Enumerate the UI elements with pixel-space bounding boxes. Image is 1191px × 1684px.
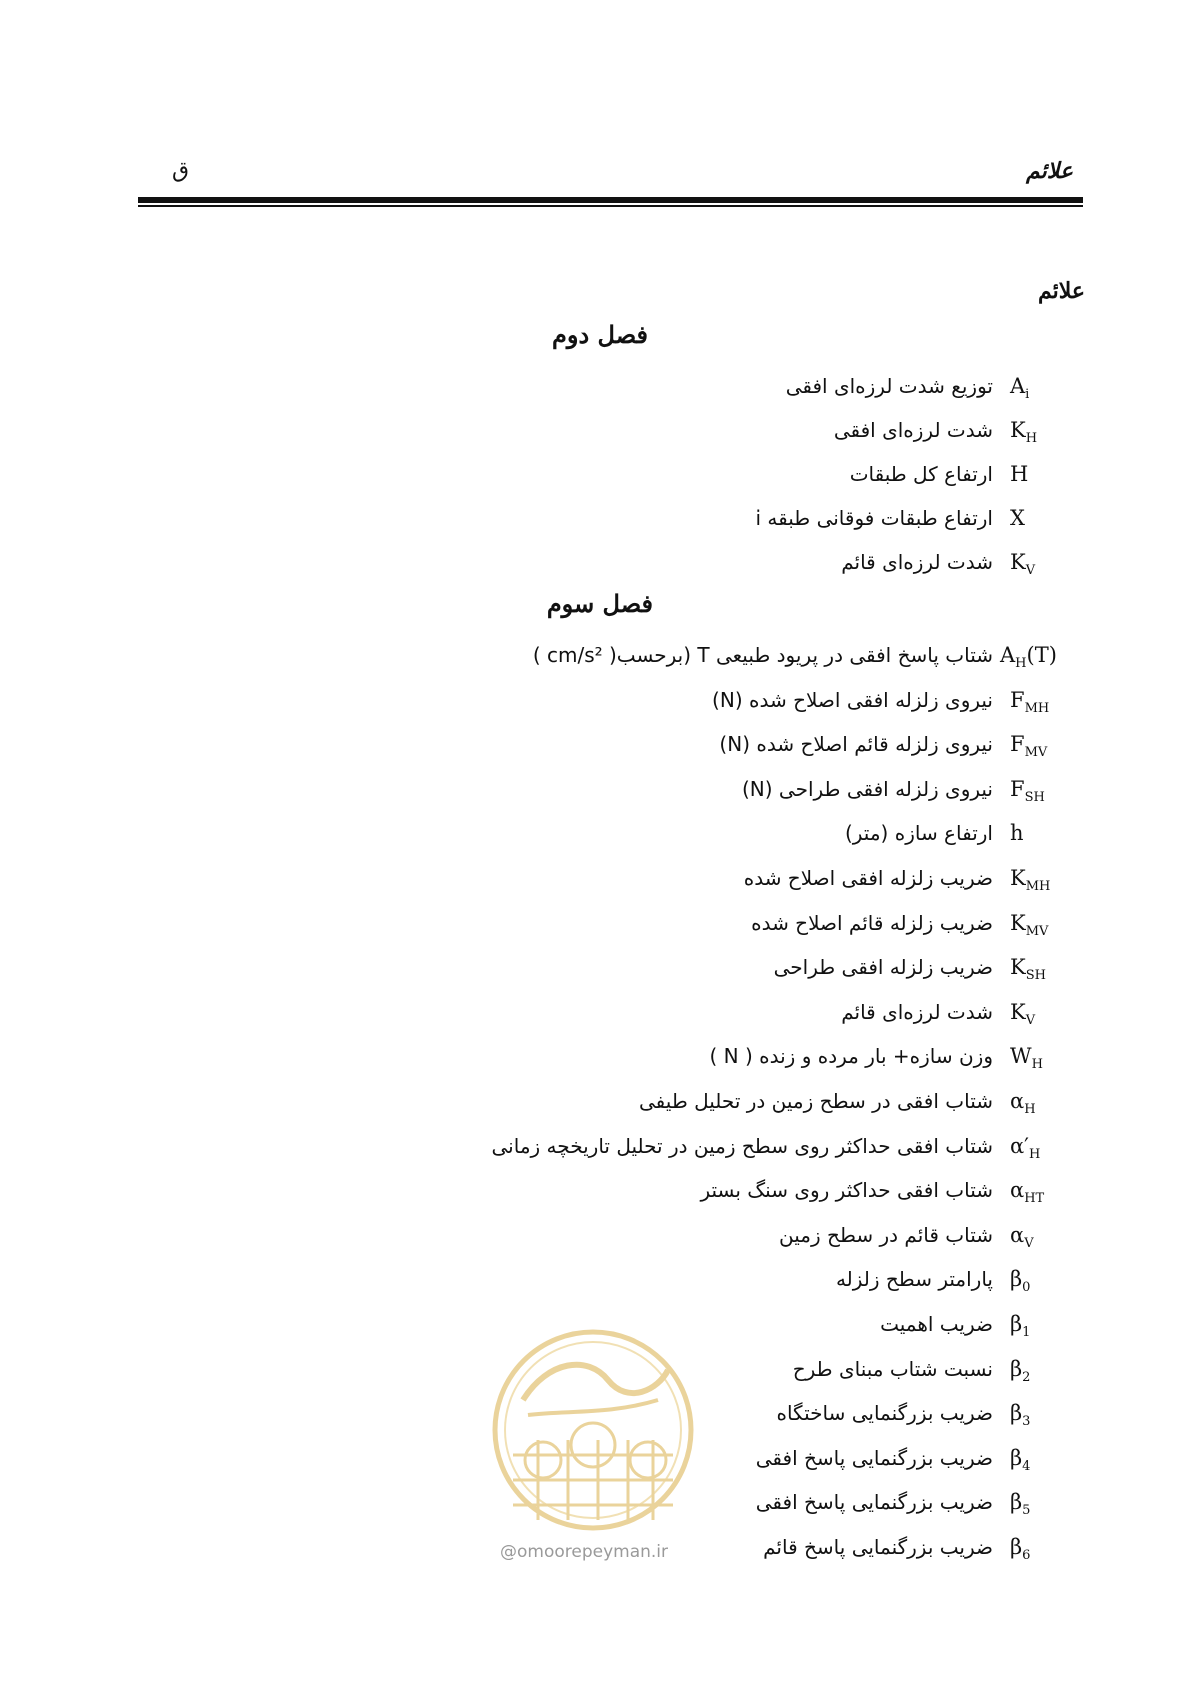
- symbol-main: β: [1010, 1490, 1023, 1515]
- symbol-description: توزیع شدت لرزه‌ای افقی: [785, 374, 993, 398]
- symbol-main: β: [1010, 1356, 1023, 1381]
- symbol-subscript: i: [1025, 387, 1030, 402]
- symbol-main: β: [1010, 1535, 1023, 1559]
- symbol: [1010, 866, 1090, 894]
- symbol-subscript: V: [1025, 563, 1036, 578]
- symbol-row: [0, 1044, 1191, 1084]
- symbol-main: K: [1010, 910, 1026, 935]
- symbol-main: F: [1010, 732, 1025, 757]
- symbol-description: ارتفاع سازه (متر): [844, 821, 993, 846]
- symbol: [1010, 1357, 1090, 1385]
- symbol-description: شدت لرزه‌ای قائم: [841, 999, 993, 1024]
- header-rule-thin: [138, 205, 1083, 207]
- symbol-main: K: [1010, 418, 1026, 442]
- symbol-row: [0, 1000, 1191, 1040]
- symbol-argument: (T): [1026, 643, 1057, 667]
- symbol-main: X: [1010, 506, 1025, 530]
- symbol-row: [0, 732, 1191, 772]
- symbol-main: K: [1010, 955, 1026, 980]
- symbol-subscript: SH: [1024, 789, 1045, 805]
- symbol-row: [0, 643, 1191, 683]
- symbol-subscript: 3: [1022, 1414, 1031, 1430]
- symbol: [1010, 821, 1090, 845]
- symbol-row: [0, 688, 1191, 728]
- symbol: [1010, 1089, 1090, 1117]
- symbol-description: نیروی زلزله افقی اصلاح شده (N): [712, 687, 993, 712]
- page-number: ق: [172, 158, 190, 183]
- symbol-subscript: H: [1031, 1057, 1043, 1073]
- symbol: [1010, 506, 1090, 530]
- symbol-main: H: [1010, 462, 1029, 486]
- symbol-description: شتاب افقی حداکثر روی سنگ بستر: [700, 1178, 993, 1203]
- symbol-description: شتاب پاسخ افقی در پریود طبیعی T (برحسب( cm/s² ): [532, 643, 993, 667]
- symbol-subscript: MH: [1024, 700, 1050, 716]
- symbol: [1010, 462, 1090, 486]
- symbol-description: ضریب زلزله افقی اصلاح شده: [743, 866, 993, 890]
- symbol-row: [0, 911, 1191, 951]
- symbol-subscript: V: [1025, 1012, 1036, 1028]
- symbol: [1010, 688, 1090, 716]
- symbol: [1010, 1134, 1090, 1162]
- symbol-description: ضریب بزرگنمایی ساختگاه: [776, 1401, 993, 1426]
- symbol: [1010, 1178, 1090, 1206]
- symbol-row: [0, 1134, 1191, 1174]
- symbol: [1010, 1490, 1090, 1518]
- symbol: [1010, 418, 1090, 446]
- publisher-logo-watermark: [488, 1320, 698, 1550]
- symbol-main: W: [1010, 1044, 1032, 1069]
- symbol: [1010, 955, 1090, 983]
- symbol-description: ضریب بزرگنمایی پاسخ قائم: [763, 1535, 993, 1559]
- symbol-description: ضریب بزرگنمایی پاسخ افقی: [755, 1490, 993, 1515]
- symbol-row: [0, 1178, 1191, 1218]
- symbol-main: A: [1000, 643, 1016, 667]
- page-title: علائم: [1037, 278, 1085, 304]
- symbol-description: ارتفاع کل طبقات: [849, 462, 993, 486]
- running-title: علائم: [1025, 158, 1073, 184]
- symbol-description: شدت لرزه‌ای افقی: [833, 418, 993, 442]
- symbol-description: نیروی زلزله قائم اصلاح شده (N): [719, 732, 993, 757]
- symbol-subscript: H: [1025, 431, 1038, 446]
- symbol-main: α: [1010, 1089, 1025, 1113]
- section-heading-chapter-2: فصل دوم: [552, 320, 648, 349]
- symbol-description: پارامتر سطح زلزله: [835, 1267, 993, 1292]
- symbol-main: β: [1010, 1267, 1023, 1292]
- symbol-row: [0, 506, 1191, 546]
- symbol-description: ضریب بزرگنمایی پاسخ افقی: [755, 1445, 993, 1470]
- symbol-subscript: 2: [1022, 1369, 1031, 1385]
- symbol-main: α: [1010, 1222, 1025, 1247]
- symbol: [1010, 374, 1090, 402]
- symbol-row: [0, 777, 1191, 817]
- symbol-row: [0, 418, 1191, 458]
- symbol-main: K: [1010, 999, 1026, 1024]
- symbol-subscript: 6: [1022, 1548, 1031, 1563]
- symbol-subscript: V: [1024, 1235, 1034, 1251]
- symbol-subscript: MV: [1024, 745, 1048, 761]
- symbol-subscript: 1: [1022, 1325, 1031, 1340]
- symbol-description: شدت لرزه‌ای قائم: [841, 550, 993, 574]
- symbol-row: [0, 821, 1191, 861]
- symbol-description: شتاب افقی حداکثر روی سطح زمین در تحلیل تاریخچه زمانی: [491, 1133, 993, 1158]
- symbol: [1010, 1000, 1090, 1028]
- symbol-subscript: H: [1024, 1102, 1036, 1117]
- symbol-main: K: [1010, 550, 1026, 574]
- symbol-main: F: [1010, 687, 1025, 712]
- symbol-description: ارتفاع طبقات فوقانی طبقه i: [755, 506, 993, 530]
- symbol-subscript: H: [1015, 656, 1027, 671]
- symbol: [1010, 1223, 1090, 1251]
- symbol: [1000, 643, 1080, 671]
- header-rule-thick: [138, 197, 1083, 203]
- symbol-description: وزن سازه+ بار مرده و زنده ( N ): [709, 1044, 993, 1069]
- symbol: [1010, 777, 1090, 805]
- symbol-description: نسبت شتاب مبنای طرح: [792, 1356, 993, 1381]
- symbol-subscript: SH: [1025, 968, 1046, 984]
- symbol-main: β: [1010, 1401, 1023, 1426]
- symbol-row: [0, 550, 1191, 590]
- symbol-main: α: [1010, 1178, 1025, 1203]
- symbol-subscript: HT: [1024, 1191, 1045, 1207]
- symbol-description: ضریب زلزله قائم اصلاح شده: [751, 910, 993, 935]
- symbol: [1010, 911, 1090, 939]
- symbol-description: شتاب قائم در سطح زمین: [779, 1222, 993, 1247]
- symbol: [1010, 732, 1090, 760]
- symbol-subscript: MV: [1025, 923, 1049, 939]
- symbol-subscript: 0: [1022, 1280, 1031, 1296]
- symbol-subscript: 4: [1022, 1458, 1031, 1474]
- symbol-subscript: 5: [1022, 1503, 1031, 1519]
- symbol: [1010, 1267, 1090, 1295]
- symbol: [1010, 1044, 1090, 1072]
- symbol: [1010, 1401, 1090, 1429]
- symbol-description: ضریب زلزله افقی طراحی: [773, 955, 993, 980]
- symbol-row: [0, 866, 1191, 906]
- symbol: [1010, 1535, 1090, 1563]
- symbol-description: ضریب اهمیت: [880, 1312, 993, 1336]
- symbol: [1010, 1312, 1090, 1340]
- symbol-main: β: [1010, 1445, 1023, 1470]
- symbol-subscript: H: [1028, 1146, 1041, 1162]
- symbol-main: α′: [1010, 1133, 1029, 1158]
- symbol-row: [0, 1089, 1191, 1129]
- symbol-row: [0, 374, 1191, 414]
- symbol-main: β: [1010, 1312, 1023, 1336]
- watermark-site: @omoorepeyman.ir: [500, 1542, 669, 1562]
- symbol: [1010, 550, 1090, 578]
- symbol-row: [0, 462, 1191, 502]
- symbol-subscript: MH: [1025, 879, 1051, 894]
- symbol-main: K: [1010, 866, 1026, 890]
- symbol-main: F: [1010, 776, 1025, 801]
- section-heading-chapter-3: فصل سوم: [546, 589, 653, 618]
- symbol: [1010, 1446, 1090, 1474]
- symbol-description: شتاب افقی در سطح زمین در تحلیل طیفی: [639, 1089, 993, 1113]
- symbol-row: [0, 1223, 1191, 1263]
- symbol-main: h: [1010, 821, 1024, 846]
- symbol-row: [0, 1267, 1191, 1307]
- symbol-row: [0, 955, 1191, 995]
- symbol-main: A: [1010, 374, 1026, 398]
- symbol-description: نیروی زلزله افقی طراحی (N): [741, 776, 993, 801]
